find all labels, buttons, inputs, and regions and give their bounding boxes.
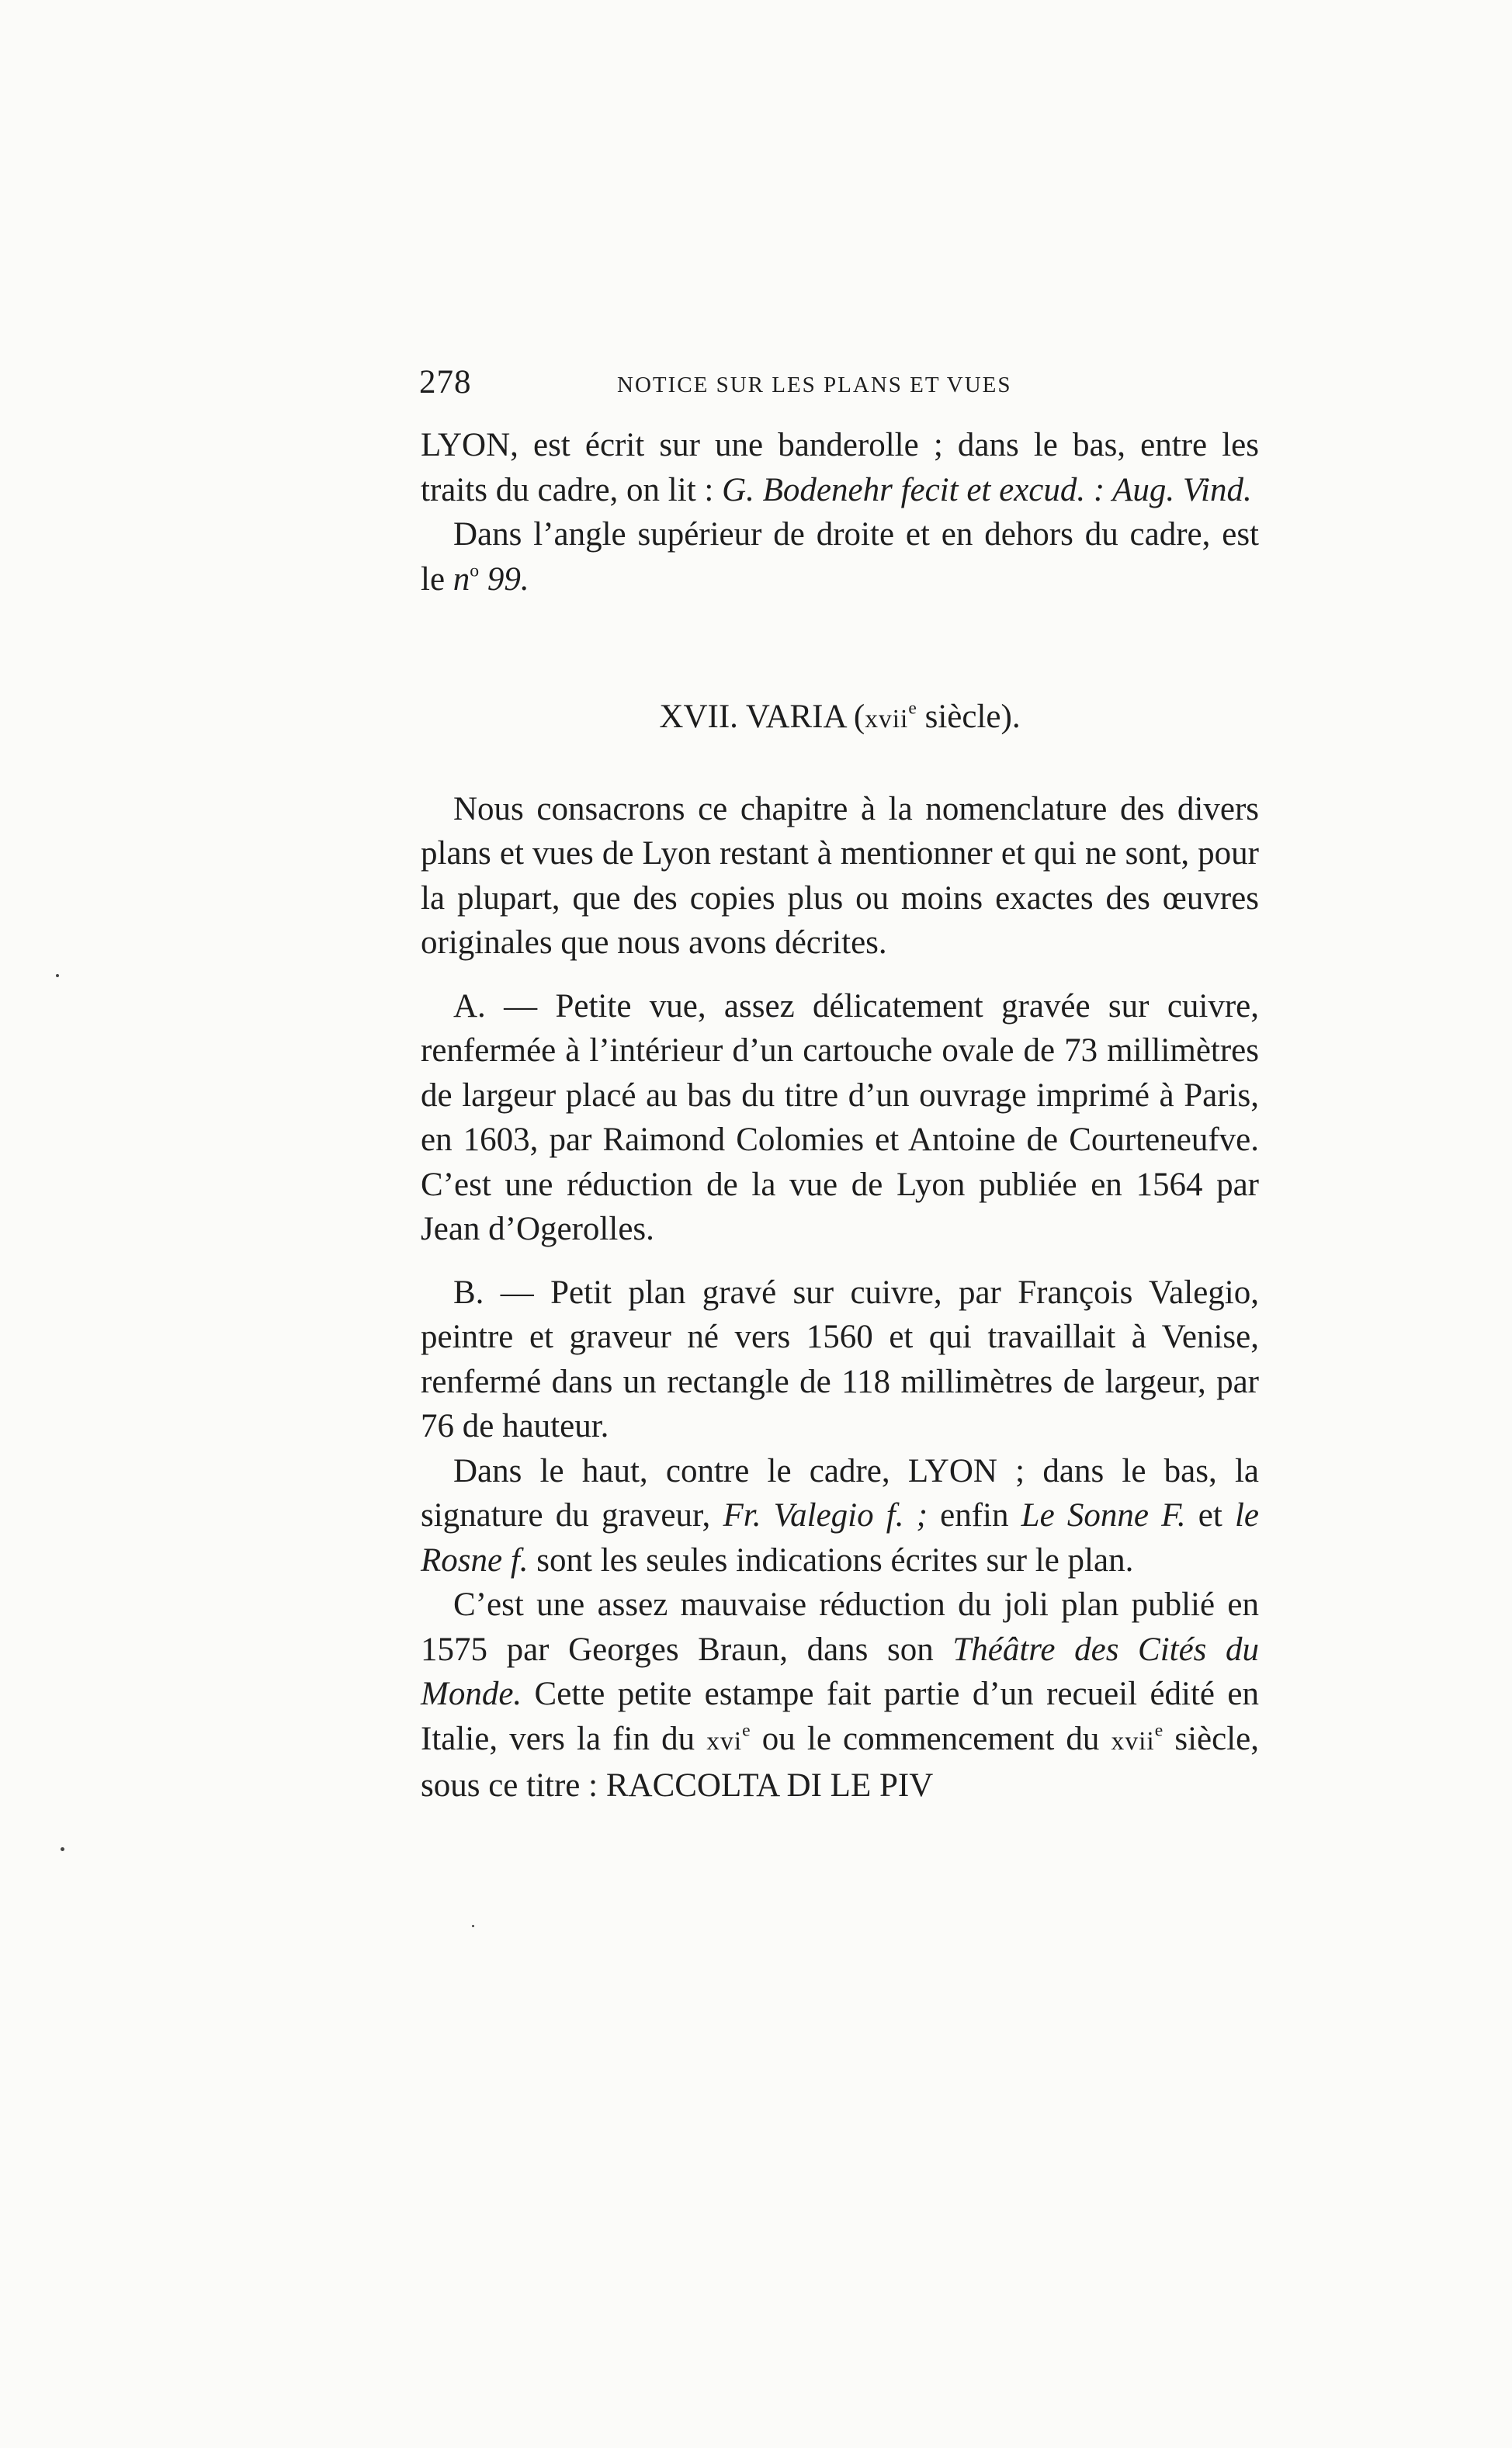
paper-speck (472, 1925, 474, 1927)
italic-text: G. Bodenehr fecit et excud. : Aug. Vind. (722, 471, 1252, 508)
small-caps-text: xvii (865, 705, 909, 733)
small-caps-text: xvii (1111, 1726, 1155, 1756)
text-run: ou le commencement du (750, 1720, 1111, 1757)
paragraph (421, 1449, 1259, 1583)
running-title: NOTICE SUR LES PLANS ET VUES (617, 373, 1012, 397)
page-header (419, 363, 1257, 410)
paragraph (421, 1583, 1259, 1808)
superscript: e (1154, 1719, 1163, 1740)
heading-text: siècle). (916, 699, 1021, 735)
page-body (421, 423, 1259, 1808)
text-run: enfin (927, 1497, 1021, 1534)
text-run: sont les seules indications écrites sur le plan. (528, 1541, 1134, 1579)
paper-speck (56, 974, 59, 977)
text-run: Cette petite estampe fait partie d’un recueil édité en Italie, vers la fin du (421, 1676, 1259, 1757)
paragraph (421, 512, 1259, 602)
small-caps-text: xvi (706, 1726, 743, 1756)
paper-speck (61, 1847, 64, 1851)
italic-text: le Rosne f. (421, 1497, 1259, 1579)
text-run: C’est une assez mauvaise réduction du joli plan publié en 1575 par Georges Braun, dans son (421, 1586, 1259, 1668)
italic-text: n (453, 560, 470, 598)
paragraph: B. — Petit plan gravé sur cuivre, par François Valegio, peintre et graveur né vers 1560 et qui travaillait à Venise, renfermé dans un rectangle de 118 millimètres de largeur, par 76 de hauteur. (421, 1274, 1259, 1444)
superscript: o (470, 560, 480, 581)
italic-text: Théâtre des Cités du Monde. (421, 1631, 1259, 1712)
text-run: et (1185, 1497, 1235, 1534)
heading-text: XVII. VARIA ( (659, 699, 865, 735)
italic-text: 99. (479, 560, 529, 598)
text-run: Dans l’angle supérieur de droite et en dehors du cadre, est le (421, 516, 1259, 598)
superscript: e (908, 698, 917, 719)
text-run: LYON, est écrit sur une banderolle ; dans le bas, entre les traits du cadre, on lit : (421, 427, 1259, 508)
page-number: 278 (419, 364, 472, 400)
paragraph: Nous consacrons ce chapitre à la nomenclature des divers plans et vues de Lyon restant à mentionner et qui ne sont, pour la plupart, que des copies plus ou moins exactes des œuvres originales que nous avons décrites. (421, 790, 1259, 961)
superscript: e (742, 1719, 751, 1740)
paragraph (421, 423, 1259, 512)
paragraph: A. — Petite vue, assez délicatement gravée sur cuivre, renfermée à l’intérieur d’un cartouche ovale de 73 millimètres de largeur placé au bas du titre d’un ouvrage imprimé à Paris, en 1603, par Raimond Colomies et Antoine de Courteneufve. C’est une réduction de la vue de Lyon publiée en 1564 par Jean d’Ogerolles. (421, 987, 1259, 1247)
italic-text: Fr. Valegio f. ; (723, 1497, 928, 1534)
text-run: siècle, sous ce titre : RACCOLTA DI LE PIV (421, 1720, 1259, 1804)
section-heading (421, 695, 1259, 742)
italic-text: Le Sonne F. (1021, 1497, 1186, 1534)
text-run: Dans le haut, contre le cadre, LYON ; dans le bas, la signature du graveur, (421, 1452, 1259, 1534)
